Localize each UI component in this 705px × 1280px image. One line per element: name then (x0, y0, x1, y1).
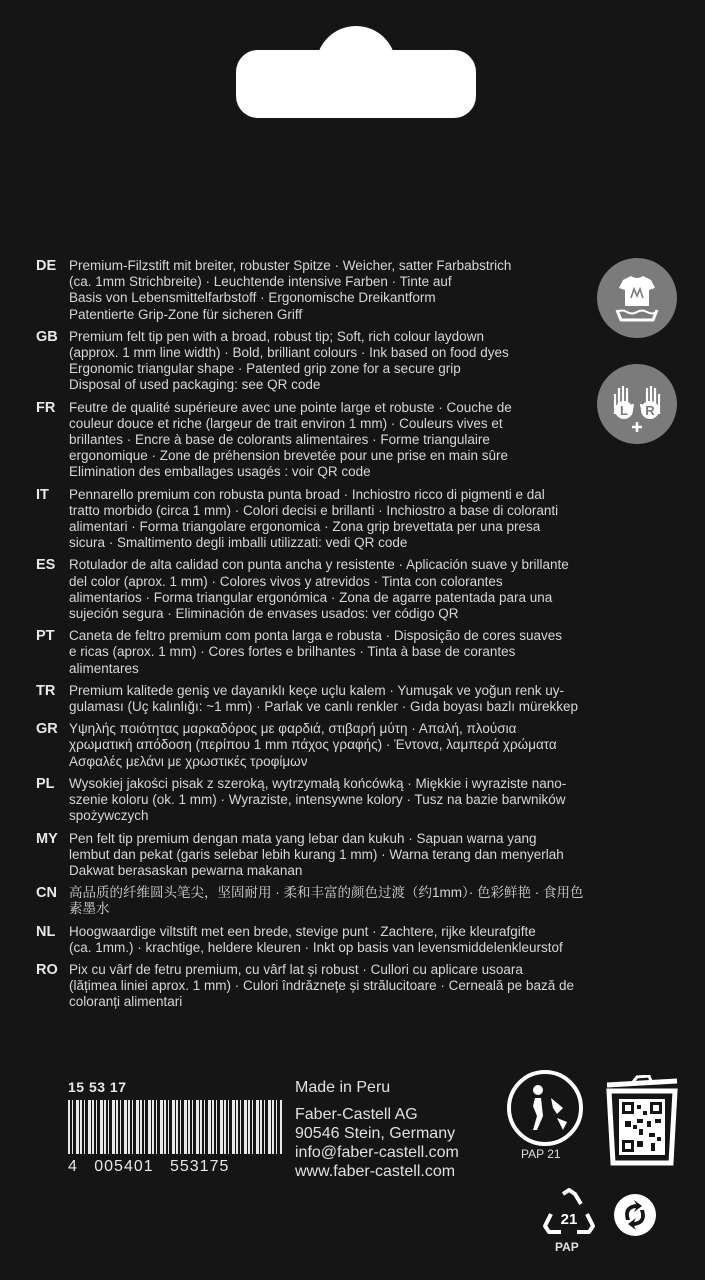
company-email: info@faber-castell.com (295, 1144, 459, 1161)
pap-number: 21 (560, 1211, 578, 1228)
lang-code: NL (36, 923, 56, 940)
company-name: Faber-Castell AG (295, 1106, 418, 1123)
lang-code: PL (36, 775, 55, 792)
t-shirt-wash-icon (597, 258, 677, 338)
barcode (68, 1100, 282, 1154)
lang-block-ro (36, 962, 596, 1011)
lang-block-gb (36, 329, 596, 394)
barcode-digits (68, 1158, 229, 1176)
lang-text: Hoogwaardige viltstift met een brede, stevige punt · Zachtere, rijke kleurafgifte (ca. 1mm.) · krachtige, heldere kleuren · Inkt op basis van levensmiddelenkleurstof (69, 923, 563, 955)
lang-text: Premium felt tip pen with a broad, robust tip; Soft, rich colour laydown (approx. 1 mm line width) · Bold, brilliant colours · Ink based on food dyes Ergonomic triangular shape · Patented grip zone for a secure grip Disposal of used packaging: see QR code (69, 328, 509, 393)
lang-text: Wysokiej jakości pisak z szeroką, wytrzymałą końcówką · Miękkie i wyraziste nano- szenie koloru (ok. 1 mm) · Wyraziste, intensywne kolory · Tusz na bazie barwników spożywczych (69, 775, 567, 824)
pap-top-label: PAP 21 (521, 1147, 561, 1161)
tidyman-recycle-icon (505, 1068, 585, 1148)
barcode-first-digit: 4 (68, 1158, 78, 1175)
lang-code: RO (36, 961, 58, 978)
lang-code: CN (36, 885, 57, 902)
made-in: Made in Peru (295, 1079, 391, 1096)
lang-code: IT (36, 486, 49, 503)
company-address: 90546 Stein, Germany (295, 1125, 456, 1142)
lang-code: ES (36, 557, 56, 574)
lang-text: Premium-Filzstift mit breiter, robuster Spitze · Weicher, satter Farbabstrich (ca. 1mm Strichbreite) · Leuchtende intensive Farben · Tinte auf Basis von Lebensmittelfarbstoff · Ergonomische Dreikantform Patentierte Grip-Zone für sicheren Griff (69, 258, 512, 322)
lang-code: GB (36, 328, 58, 345)
company-website: www.faber-castell.com (295, 1163, 456, 1180)
lang-text: Pennarello premium con robusta punta broad · Inchiostro ricco di pigmenti e dal tratto morbido (circa 1 mm) · Colori decisi e brillanti · Inchiostro a base di coloranti alimentari · Forma triangolare ergonomica · Zona grip brevettata per una presa sicura · Smaltimento degli imballi utilizzati: vedi QR code (69, 486, 559, 551)
company-info (295, 1078, 459, 1181)
green-dot-icon (612, 1192, 658, 1238)
lang-code: MY (36, 830, 58, 847)
lang-block-nl (36, 924, 596, 956)
lang-block-it (36, 487, 596, 552)
language-list (36, 258, 596, 1017)
lang-text: Premium kalitede geniş ve dayanıklı keçe uçlu kalem · Yumuşak ve yoğun renk uy- gulaması (Uç kalınlığı: ~1 mm) · Parlak ve canlı renkler · Gıda boyası bazlı mürekkep (69, 682, 579, 715)
lang-code: GR (36, 721, 58, 738)
lang-code: DE (36, 258, 57, 274)
lang-block-tr (36, 683, 596, 715)
lang-text: Pen felt tip premium dengan mata yang lebar dan kukuh · Sapuan warna yang lembut dan pekat (garis selebar lebih kurang 1 mm) · Warna terang dan menyerlah Dakwat berasaskan pewarna makanan (69, 830, 564, 878)
lang-block-pt (36, 628, 596, 677)
left-right-hand-icon (597, 364, 677, 444)
barcode-group-1: 005401 (94, 1158, 154, 1175)
lang-block-pl (36, 776, 596, 825)
lang-text: Υψηλής ποιότητας μαρκαδόρος με φαρδιά, στιβαρή μύτη · Απαλή, πλούσια χρωματική απόδοση (περίπου 1 mm πάχος γραφής) · Έντονα, λαμπερά χρώματα Ασφαλές μελάνι με χρωστικές τροφίμων (69, 721, 557, 769)
pap-21-recycle-icon (541, 1186, 597, 1242)
lang-text: Pix cu vârf de fetru premium, cu vârf lat și robust · Cullori cu aplicare usoara (lățimea liniei aprox. 1 mm) · Culori îndrăznețe și strălucitoare · Cerneală pe bază de coloranți alimentari (69, 961, 574, 1010)
left-hand-label: L (620, 403, 628, 418)
hang-hole (236, 50, 476, 118)
lang-block-fr (36, 400, 596, 481)
lang-block-gr (36, 721, 596, 770)
lang-block-de (36, 258, 596, 323)
article-number: 15 53 17 (68, 1079, 127, 1095)
lang-code: PT (36, 628, 55, 645)
pap-bottom-label: PAP (555, 1240, 579, 1254)
lang-text: 高品质的纤维圆头笔尖，坚固耐用 · 柔和丰富的颜色过渡（约1mm）· 色彩鲜艳 · 食用色素墨水 (69, 885, 584, 917)
lang-block-es (36, 557, 596, 622)
lang-text: Feutre de qualité supérieure avec une pointe large et robuste · Couche de couleur douce et riche (largeur de trait environ 1 mm) · Couleurs vives et brillantes · Encre à base de colorants alimentaires · Forme triangulaire ergonomique · Zone de préhension brevetée pour une prise en main sûre Elimination des emballages usagés : voir QR code (69, 399, 512, 480)
lang-code: TR (36, 682, 56, 699)
right-hand-label: R (645, 403, 655, 418)
qr-code-bin-icon (603, 1075, 681, 1171)
lang-text: Caneta de feltro premium com ponta larga e robusta · Disposição de cores suaves e ricas (aprox. 1 mm) · Cores fortes e brilhantes · Tinta à base de corantes alimentares (69, 628, 563, 676)
lang-block-my (36, 831, 596, 880)
lang-text: Rotulador de alta calidad con punta ancha y resistente · Aplicación suave y brillante del color (aprox. 1 mm) · Colores vivos y atrevidos · Tinta con colorantes alimentarios · Forma triangular ergonómica · Zona de agarre patentada para una sujeción segura · Eliminación de envases usados: ver código QR (69, 557, 569, 622)
barcode-group-2: 553175 (169, 1158, 230, 1175)
lang-code: FR (36, 399, 56, 416)
lang-block-cn (36, 885, 596, 917)
